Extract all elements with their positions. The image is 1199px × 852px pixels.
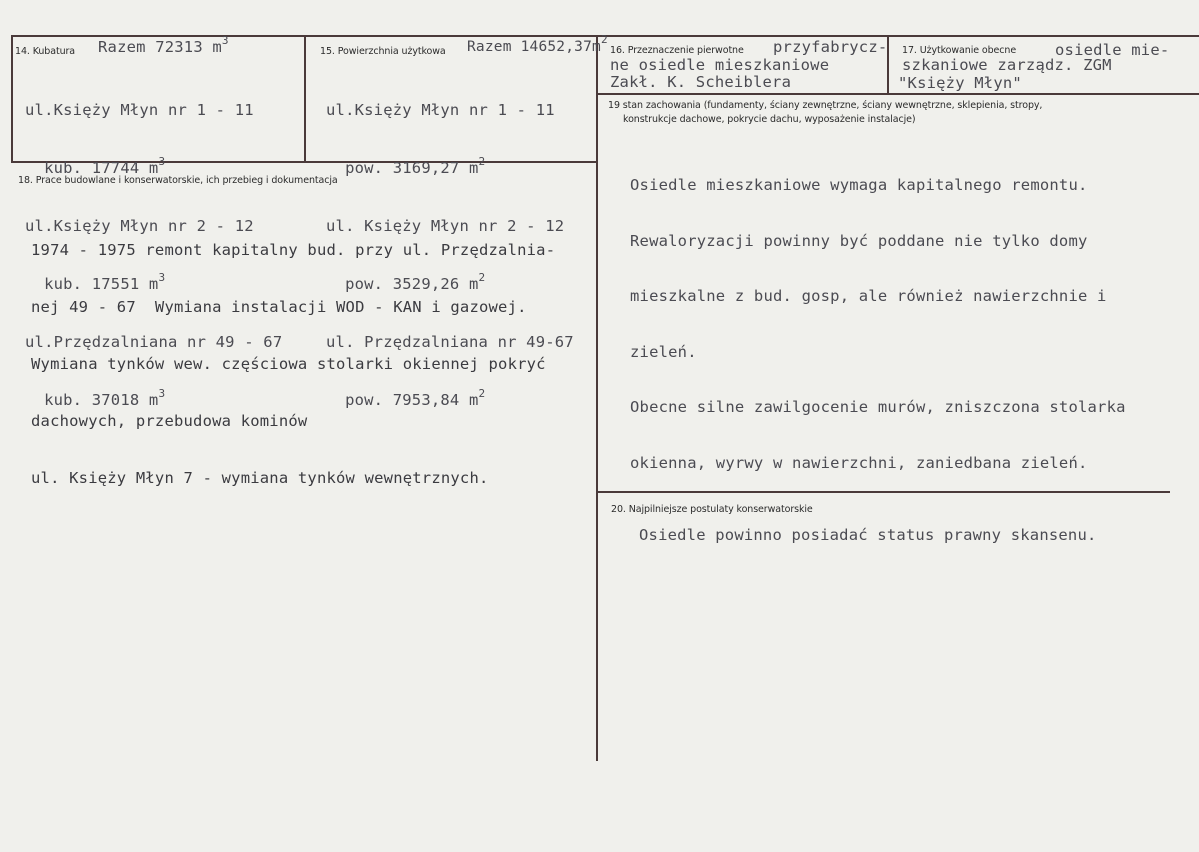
section-15-total-sup: 2 xyxy=(600,33,608,46)
section-14-line: ul.Przędzalniana nr 49 - 67 xyxy=(25,333,283,351)
section-18-line: Wymiana tynków wew. częściowa stolarki okiennej pokryć xyxy=(31,355,546,373)
section-15-total-text: Razem 14652,37m xyxy=(467,39,601,55)
section-18-line: ul. Księży Młyn 7 - wymiana tynków wewnętrznych. xyxy=(31,469,489,487)
section-19-line: okienna, wyrwy w nawierzchni, zaniedbana zieleń. xyxy=(630,453,1088,472)
left-border xyxy=(11,35,13,163)
section-17-line-2: szkaniowe zarządz. ZGM xyxy=(902,56,1112,74)
section-15-total xyxy=(467,33,608,57)
section-17-line-1: osiedle mie- xyxy=(1055,41,1170,59)
section-19-line: Rewaloryzacji powinny być poddane nie tylko domy xyxy=(630,231,1088,250)
section-20-text: Osiedle powinno posiadać status prawny skansenu. xyxy=(639,526,1097,544)
section-14-line: ul.Księży Młyn nr 1 - 11 xyxy=(25,101,254,119)
center-divider xyxy=(596,35,598,761)
section-19-line: zieleń. xyxy=(630,342,697,361)
section-15-line: ul.Księży Młyn nr 1 - 11 xyxy=(326,101,555,119)
section-16-line-1: przyfabrycz- xyxy=(773,38,888,56)
section-19-line: mieszkalne z bud. gosp, ale również nawierzchnie i xyxy=(630,287,1107,305)
section-15-label: 15. Powierzchnia użytkowa xyxy=(320,46,446,57)
section-19-label-line-1: 19 stan zachowania (fundamenty, ściany zewnętrzne, ściany wewnętrzne, sklepienia, stropy, xyxy=(608,100,1043,111)
section-15-line: ul. Księży Młyn nr 2 - 12 xyxy=(326,217,565,235)
section-18-label: 18. Prace budowlane i konserwatorskie, ich przebieg i dokumentacja xyxy=(18,175,338,186)
section-14-line: kub. 17551 $m^3$ xyxy=(25,271,166,293)
section-20-label: 20. Najpilniejsze postulaty konserwatorskie xyxy=(611,504,813,515)
section-17-line-3: "Księży Młyn" xyxy=(898,74,1022,92)
divider-14-15 xyxy=(304,35,306,163)
section-14-total-sup: 3 xyxy=(221,34,229,47)
section-19-label-line-2: konstrukcje dachowe, pokrycie dachu, wyposażenie instalacje) xyxy=(623,114,916,125)
section-15-line: pow. 3529,26 $m^2$ xyxy=(326,271,486,293)
section-14-line: kub. 37018 $m^3$ xyxy=(25,387,166,409)
section-19-line: Obecne silne zawilgocenie murów, zniszczona stolarka xyxy=(630,398,1126,416)
section-14-total-text: Razem 72313 m xyxy=(98,38,222,56)
section-17-label: 17. Użytkowanie obecne xyxy=(902,45,1017,56)
section-18-text xyxy=(31,203,555,526)
section-15-line: pow. 3169,27 $m^2$ xyxy=(326,155,486,177)
section-16-line-2: ne osiedle mieszkaniowe xyxy=(610,56,830,74)
section-19-text xyxy=(630,139,1126,509)
section-19-line: Osiedle mieszkaniowe wymaga kapitalnego remontu. xyxy=(630,176,1088,194)
section-16-line-3: Zakł. K. Scheiblera xyxy=(610,73,792,91)
section-14-line: kub. 17744 $m^3$ xyxy=(25,155,166,177)
section-16-label: 16. Przeznaczenie pierwotne xyxy=(610,45,744,56)
section-14-total xyxy=(98,34,229,58)
section-15-line: pow. 7953,84 $m^2$ xyxy=(326,387,486,409)
rule-below-16-17 xyxy=(597,93,1199,95)
section-18-line: nej 49 - 67 Wymiana instalacji WOD - KAN i gazowej. xyxy=(31,298,527,316)
section-14-line: ul.Księży Młyn nr 2 - 12 xyxy=(25,217,254,235)
section-18-line: 1974 - 1975 remont kapitalny bud. przy ul. Przędzalnia- xyxy=(31,241,556,259)
section-14-label: 14. Kubatura xyxy=(15,46,76,57)
section-18-line: dachowych, przebudowa kominów xyxy=(31,412,308,430)
section-15-line: ul. Przędzalniana nr 49-67 xyxy=(326,333,574,351)
